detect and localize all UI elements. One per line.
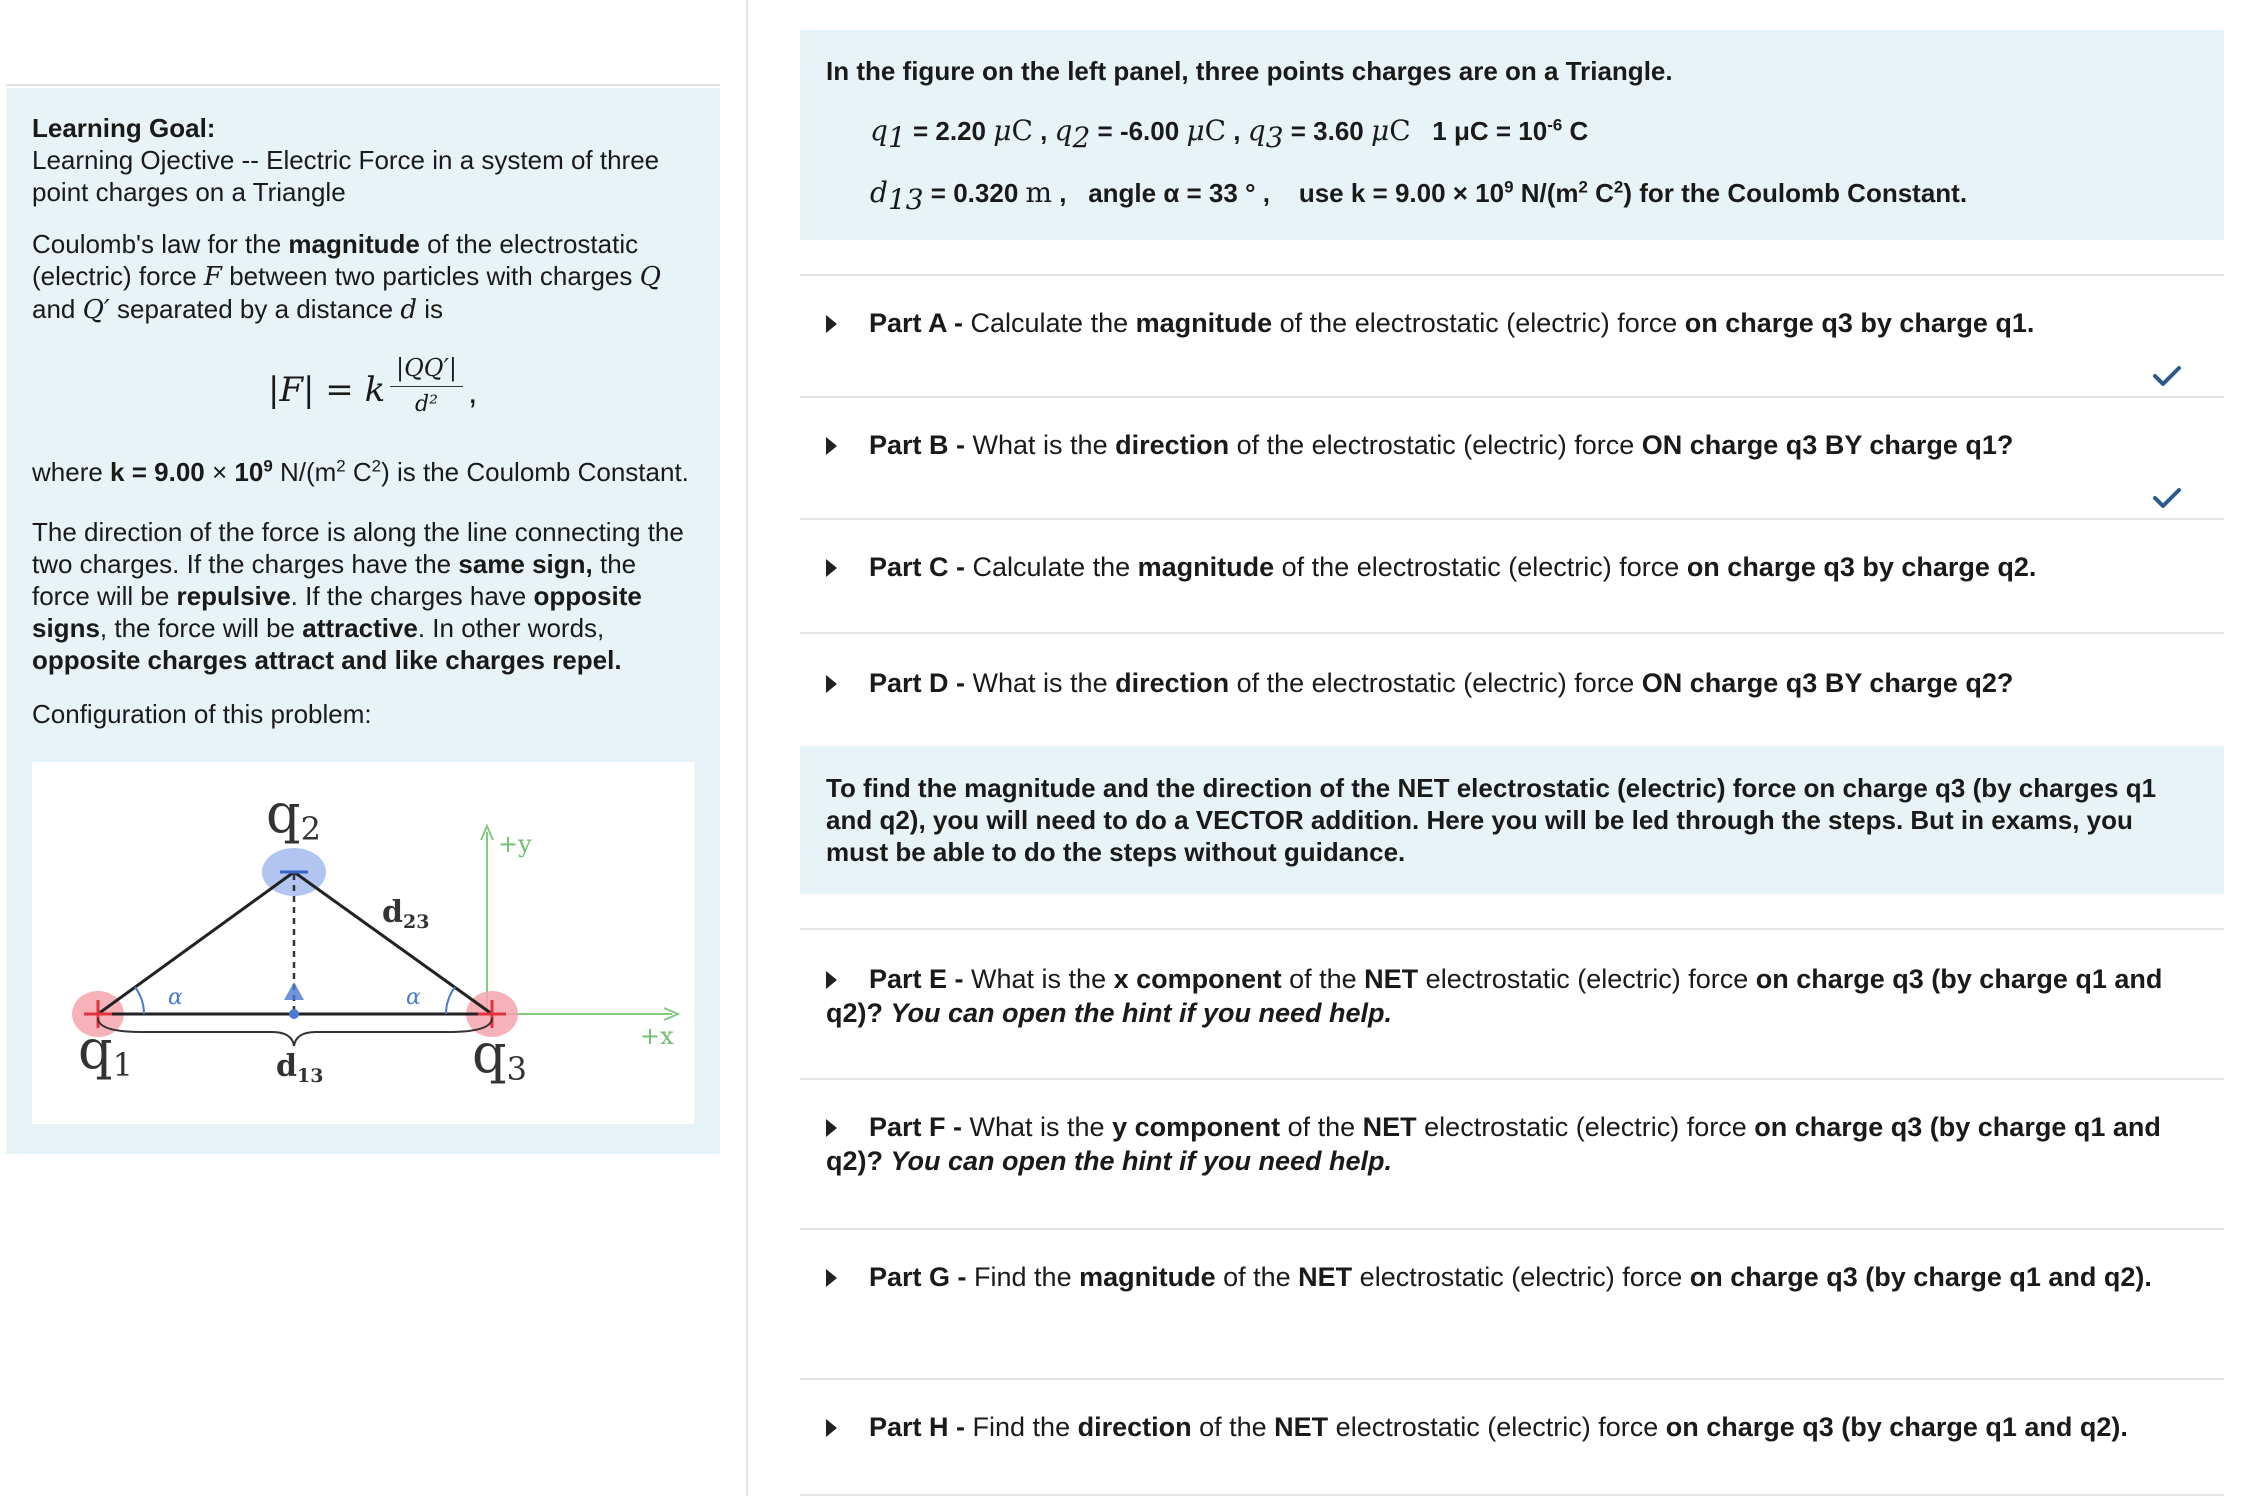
separator — [800, 1378, 2224, 1380]
learning-objective: Learning Ojective -- Electric Force in a system of three point charges on a Triangle — [32, 145, 660, 207]
expand-arrow-icon[interactable] — [826, 559, 837, 577]
expand-arrow-icon[interactable] — [826, 315, 837, 333]
formula-comma: , — [468, 373, 478, 411]
part-g-toggle[interactable]: Part G - Find the magnitude of the NET electrostatic (electric) force on charge q3 (by charge q1 and q2). — [800, 1260, 2224, 1294]
separator — [800, 518, 2224, 520]
side-q2-q3 — [294, 872, 492, 1014]
learning-goal-heading: Learning Goal: — [32, 113, 216, 143]
coulomb-constant-text: where $k = 9.00 \times 10^9$ $N/(m^2$ $C^2$) is the Coulomb Constant. — [32, 456, 689, 487]
d13-brace — [98, 1018, 492, 1046]
coulomb-law-intro: Coulomb's law for the magnitude of the electrostatic (electric) force F between two particles with charges Q and Q′ separated by a distance d is — [32, 229, 661, 325]
separator — [800, 632, 2224, 634]
vector-addition-instructions: To find the magnitude and the direction of the NET electrostatic (electric) force on charge q3 (by charges q1 and q2), you will need to do a VECTOR addition. Here you will be led through the steps. But in exams, you must be able to do the steps without guidance. — [800, 746, 2224, 894]
d23-label: $d_{23}$ — [382, 895, 430, 933]
q1-label: q1 — [78, 1018, 133, 1084]
formula-fraction — [390, 352, 463, 421]
formula-numerator: |QQ′| — [390, 352, 463, 387]
part-f-toggle[interactable]: Part F - What is the y component of the NET electrostatic (electric) force on charge q3 (by charge q1 and q2)? You can open the hint if you need help. — [826, 1112, 2161, 1176]
q2-label: q2 — [266, 782, 321, 848]
coulomb-formula — [268, 352, 694, 432]
separator — [800, 928, 2224, 930]
separator — [800, 1228, 2224, 1230]
separator — [800, 1078, 2224, 1080]
side-q1-q2 — [98, 872, 294, 1014]
separator — [800, 274, 2224, 276]
panel-divider — [746, 0, 748, 1496]
formula-denominator: d² — [415, 392, 438, 417]
formula-lhs: |F| = k — [268, 370, 386, 410]
expand-arrow-icon[interactable] — [826, 1419, 837, 1437]
configuration-label: Configuration of this problem: — [32, 699, 372, 729]
part-c-toggle[interactable]: Part C - Calculate the magnitude of the electrostatic (electric) force on charge q3 by charge q2. — [800, 550, 2224, 584]
distance-angle-constant: $d_{13} = 0.320$ m , angle α = 33 ° , use $k = 9.00 \times 10^9$ $N/(m^2$ $C^2$) for the Coulomb Constant. — [870, 176, 1968, 216]
alpha-arc-q3 — [446, 987, 455, 1014]
expand-arrow-icon[interactable] — [826, 675, 837, 693]
expand-arrow-icon[interactable] — [826, 971, 837, 989]
part-b-toggle[interactable]: Part B - What is the direction of the electrostatic (electric) force ON charge q3 BY charge q1? — [800, 428, 2224, 462]
problem-statement — [800, 30, 2224, 240]
part-h-toggle[interactable]: Part H - Find the direction of the NET electrostatic (electric) force on charge q3 (by charge q1 and q2). — [800, 1410, 2224, 1444]
alpha-arc-q1 — [135, 987, 144, 1014]
triangle-diagram — [32, 762, 694, 1124]
expand-arrow-icon[interactable] — [826, 1119, 837, 1137]
plus-x-label: +x — [640, 1022, 674, 1050]
expand-arrow-icon[interactable] — [826, 437, 837, 455]
charges-values: $q_1 = 2.20$ μC , $q_2 = -6.00$ μC , $q_3 = 3.60$ μC 1 $\mu C = 10^{-6}$ C — [870, 114, 1589, 154]
part-d-toggle[interactable]: Part D - What is the direction of the electrostatic (electric) force ON charge q3 BY charge q2? — [800, 666, 2224, 700]
hint-text: You can open the hint if you need help. — [890, 1146, 1393, 1176]
part-a-toggle[interactable]: Part A - Calculate the magnitude of the electrostatic (electric) force on charge q3 by charge q1. — [800, 306, 2224, 340]
problem-intro: In the figure on the left panel, three points charges are on a Triangle. — [826, 56, 1673, 86]
hint-text: You can open the hint if you need help. — [890, 998, 1393, 1028]
alpha-label-q1: α — [168, 985, 183, 1010]
plus-y-label: +y — [498, 830, 532, 858]
separator — [800, 396, 2224, 398]
part-a-completed-check-icon — [2152, 364, 2182, 388]
altitude-foot-dot — [289, 1009, 299, 1019]
learning-goal-panel — [6, 88, 720, 1154]
alpha-label-q3: α — [406, 985, 421, 1010]
d13-label: $d_{13}$ — [276, 1049, 324, 1087]
q3-label: q3 — [472, 1022, 527, 1088]
expand-arrow-icon[interactable] — [826, 1269, 837, 1287]
panel-top-border — [6, 84, 720, 86]
altitude-marker-icon — [284, 982, 304, 1000]
part-e-toggle[interactable]: Part E - What is the x component of the NET electrostatic (electric) force on charge q3 (by charge q1 and q2)? You can open the hint if you need help. — [826, 964, 2163, 1028]
part-b-completed-check-icon — [2152, 486, 2182, 510]
configuration-figure — [32, 762, 694, 1124]
force-direction-text: The direction of the force is along the line connecting the two charges. If the charges have the same sign, the force will be repulsive. If the charges have opposite signs, the force will be attractive. In other words, opposite charges attract and like charges repel. — [32, 517, 684, 675]
